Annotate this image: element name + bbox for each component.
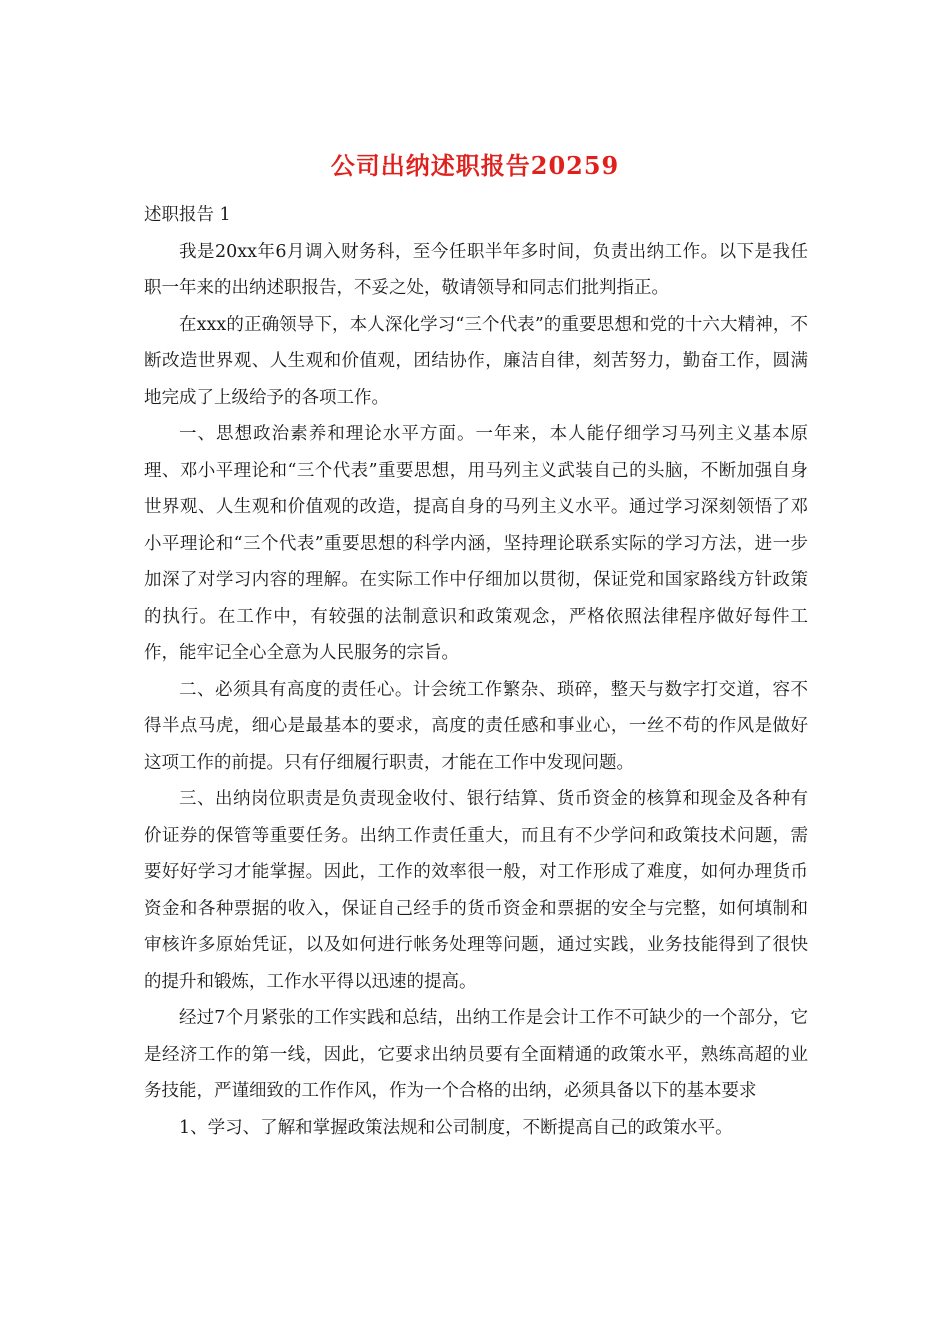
document-body [144, 197, 808, 1146]
paragraph-political-theory: 一、思想政治素养和理论水平方面。一年来，本人能仔细学习马列主义基本原理、邓小平理论和“三个代表”重要思想，用马列主义武装自己的头脑，不断加强自身世界观、人生观和价值观的改造，提高自身的马列主义水平。通过学习深刻领悟了邓小平理论和“三个代表”重要思想的科学内涵，坚持理论联系实际的学习方法，进一步加深了对学习内容的理解。在实际工作中仔细加以贯彻，保证党和国家路线方针政策的执行。在工作中，有较强的法制意识和政策观念，严格依照法律程序做好每件工作，能牢记全心全意为人民服务的宗旨。 [144, 424, 808, 663]
paragraph-intro: 我是20xx年6月调入财务科，至今任职半年多时间，负责出纳工作。以下是我任职一年来的出纳述职报告，不妥之处，敬请领导和同志们批判指正。 [144, 241, 808, 298]
paragraph-requirement-1: 1、学习、了解和掌握政策法规和公司制度，不断提高自己的政策水平。 [179, 1117, 733, 1138]
paragraph-cashier-duties: 三、出纳岗位职责是负责现金收付、银行结算、货币资金的核算和现金及各种有价证券的保管等重要任务。出纳工作责任重大，而且有不少学问和政策技术问题，需要好好学习才能掌握。因此，工作的效率很一般，对工作形成了难度，如何办理货币资金和各种票据的收入，保证自己经手的货币资金和票据的安全与完整，如何填制和审核许多原始凭证，以及如何进行帐务处理等问题，通过实践，业务技能得到了很快的提升和锻炼，工作水平得以迅速的提高。 [144, 789, 808, 992]
section-label: 述职报告 1 [144, 205, 231, 225]
paragraph-summary: 经过7个月紧张的工作实践和总结，出纳工作是会计工作不可缺少的一个部分，它是经济工作的第一线，因此，它要求出纳员要有全面精通的政策水平，熟练高超的业务技能，严谨细致的工作作风，作为一个合格的出纳，必须具备以下的基本要求 [144, 1008, 808, 1101]
document-title: 公司出纳述职报告20259 [330, 151, 620, 180]
paragraph-responsibility: 二、必须具有高度的责任心。计会统工作繁杂、琐碎，整天与数字打交道，容不得半点马虎，细心是最基本的要求，高度的责任感和事业心，一丝不苟的作风是做好这项工作的前提。只有仔细履行职责，才能在工作中发现问题。 [144, 679, 808, 773]
paragraph-leadership: 在xxx的正确领导下，本人深化学习“三个代表”的重要思想和党的十六大精神，不断改造世界观、人生观和价值观，团结协作，廉洁自律，刻苦努力，勤奋工作，圆满地完成了上级给予的各项工作。 [144, 314, 808, 408]
